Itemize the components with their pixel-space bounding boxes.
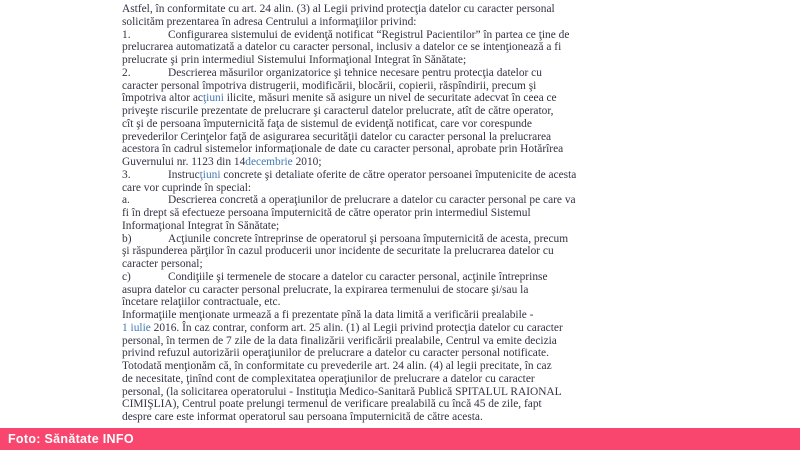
document-line xyxy=(122,386,722,399)
text-segment: Guvernului nr. 1123 din 14 xyxy=(122,156,246,168)
text-segment: priveşte riscurile prezentate de prelucrare şi caracterul datelor prelucrate, atît de către operator, xyxy=(122,105,554,117)
document-line xyxy=(122,29,722,42)
document-line xyxy=(122,271,722,284)
document-line xyxy=(122,296,722,309)
document-line xyxy=(122,118,722,131)
link-text: ţiuni xyxy=(199,168,221,181)
text-segment: asupra datelor cu caracter personal prelucrate, la expirarea termenului de stocare şi/sau la xyxy=(122,283,529,296)
text-segment: şi răspunderea părţilor în cazul producerii unor incidente de securitate la prelucrarea datelor cu xyxy=(122,245,554,258)
list-marker: c) xyxy=(122,270,131,283)
text-segment: Descrierea concretă a operaţiunilor de prelucrare a datelor cu caracter personal pe care va xyxy=(168,194,576,207)
list-marker: 3. xyxy=(122,168,131,181)
text-segment: privind refuzul autorizării operaţiunilor de prelucrare a datelor cu caracter personal notificate. xyxy=(122,347,549,360)
text-segment: Configurarea sistemului de evidenţă notificat “Registrul Pacientilor” în partea ce ţine de xyxy=(168,28,570,41)
document-line xyxy=(122,67,722,80)
text-segment: Descrierea măsurilor organizatorice şi tehnice necesare pentru protecţia datelor cu xyxy=(168,66,542,79)
list-marker: b) xyxy=(122,232,132,245)
document-line xyxy=(122,220,722,233)
text-segment: 2016. În caz contrar, conform art. 25 alin. (1) al Legii privind protecţia datelor cu caracter xyxy=(150,321,563,334)
text-segment: Astfel, în conformitate cu art. 24 alin. (3) al Legii privind protecţia datelor cu caracter personal xyxy=(122,3,555,15)
text-segment: caracter personal împotriva distrugerii, modificării, blocării, copierii, răspîndirii, precum şi xyxy=(122,79,537,92)
document-line xyxy=(122,335,722,348)
document-line xyxy=(122,80,722,93)
link-text: ţiuni xyxy=(202,92,224,105)
document-line xyxy=(122,322,722,335)
link-text: 1 iulie xyxy=(122,321,151,334)
document-line xyxy=(122,347,722,360)
document-line xyxy=(122,284,722,297)
photo-caption-bar xyxy=(0,428,800,450)
document-line xyxy=(122,360,722,373)
text-segment: concrete şi detaliate oferite de către operator persoanei împutenicite de acesta xyxy=(220,168,577,181)
text-segment: caracter personal; xyxy=(122,258,203,270)
text-segment: Condiţiile şi termenele de stocare a datelor cu caracter personal, acţinile întreprinse xyxy=(168,270,548,283)
text-segment: Totodată menţionăm că, în conformitate cu prevederile art. 24 alin. (4) al legii precitate, în caz xyxy=(122,360,552,372)
list-marker: 2. xyxy=(122,66,131,79)
document-line xyxy=(122,54,722,67)
document-line xyxy=(122,16,722,29)
document-line xyxy=(122,92,722,105)
document-line xyxy=(122,131,722,144)
document-line xyxy=(122,411,722,424)
text-segment: cît şi de persoana împuternicită faţa de sistemul de evidenţă notificat, care vor corespunde xyxy=(122,117,532,130)
text-segment: acestora în cadrul sistemelor informaţionale de date cu caracter personal, aprobate prin Hotărîrea xyxy=(122,143,564,156)
text-segment: Informaţiile menţionate urmează a fi prezentate pînă la data limită a verificării prealabile - xyxy=(122,309,534,321)
text-segment: de necesitate, ţinînd cont de complexitatea operaţiunilor de prelucrare a datelor cu caracter xyxy=(122,372,535,385)
text-segment: prevederilor Cerinţelor faţă de asigurarea securităţii datelor cu caracter personal la prelucrarea xyxy=(122,130,552,143)
text-segment: Informaţional Integrat în Sănătate; xyxy=(122,219,280,232)
document-line xyxy=(122,258,722,271)
document-line xyxy=(122,41,722,54)
document-line xyxy=(122,245,722,258)
text-segment: personal, (la solicitarea operatorului - Instituţia Medico-Sanitară Publică SPITALUL RAIONAL xyxy=(122,385,562,398)
document-line xyxy=(122,398,722,411)
document-line xyxy=(122,143,722,156)
document-line xyxy=(122,194,722,207)
document-line xyxy=(122,3,722,16)
document-text xyxy=(122,3,722,424)
document-line xyxy=(122,233,722,246)
text-segment: CIMIŞLIA), Centrul poate prelungi termenul de verificare prealabilă cu încă 45 de zile, fapt xyxy=(122,398,542,411)
text-segment: solicităm prezentarea în adresa Centrului a informaţiilor privind: xyxy=(122,15,417,28)
document-line xyxy=(122,309,722,322)
text-segment: care vor cuprinde în special: xyxy=(122,181,252,194)
link-text: decembrie xyxy=(245,156,293,168)
text-segment: fi în drept să efectueze persoana împuternicită de către operator prin intermediul Sistemul xyxy=(122,207,531,219)
document-line xyxy=(122,169,722,182)
text-segment: Instruc xyxy=(168,168,200,181)
list-marker: a. xyxy=(122,194,130,207)
text-segment: împotriva altor ac xyxy=(122,92,203,105)
document-line xyxy=(122,105,722,118)
document-line xyxy=(122,156,722,169)
document-line xyxy=(122,207,722,220)
text-segment: ilicite, măsuri menite să asigure un nivel de securitate adecvat în ceea ce xyxy=(223,92,557,105)
text-segment: Acţiunile concrete întreprinse de operatorul şi persoana împuternicită de acesta, precum xyxy=(168,232,569,245)
text-segment: despre care este informat operatorul sau persoana împuternicită de către acesta. xyxy=(122,411,483,423)
list-marker: 1. xyxy=(122,28,131,41)
text-segment: încetare relaţiilor contractuale, etc. xyxy=(122,296,281,309)
text-segment: prelucrarea automatizată a datelor cu caracter personal, inclusiv a datelor ce se intenţionează a fi xyxy=(122,41,562,54)
document-line xyxy=(122,182,722,195)
document-line xyxy=(122,373,722,386)
text-segment: personal, în termen de 7 zile de la data finalizării verificării prealabile, Centrul va emite decizia xyxy=(122,334,557,347)
text-segment: 2010; xyxy=(292,156,322,168)
photo-credit: Foto: Sănătate INFO xyxy=(8,432,134,446)
text-segment: prelucrate şi prin intermediul Sistemului Informaţional Integrat în Sănătate; xyxy=(122,54,467,66)
